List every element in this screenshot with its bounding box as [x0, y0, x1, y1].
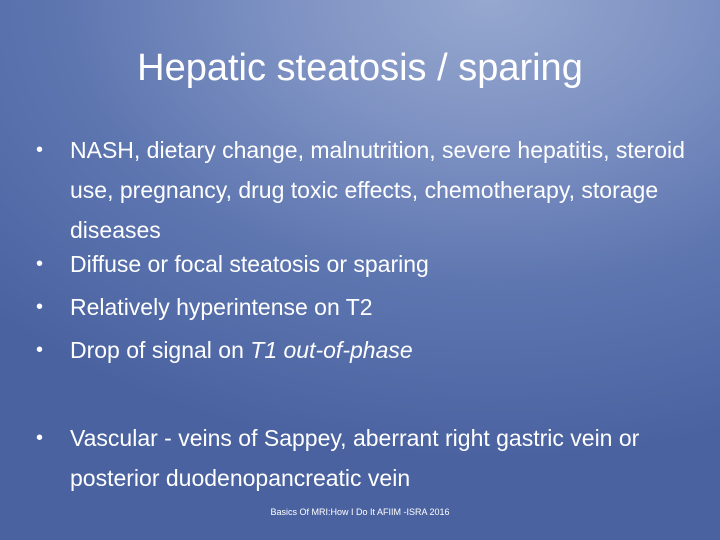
bullet-glyph: •: [36, 139, 44, 161]
bullet-text: [70, 330, 696, 370]
bullet-glyph: •: [36, 427, 44, 449]
slide-title: Hepatic steatosis / sparing: [137, 47, 583, 89]
bullet-glyph: •: [36, 296, 44, 318]
bullet-glyph: •: [36, 339, 44, 361]
slide-footer: Basics Of MRI:How I Do It AFIIM -ISRA 2016: [270, 507, 450, 517]
bullet-glyph: •: [36, 253, 44, 275]
bullet-text-italic: T1 out-of-phase: [250, 337, 413, 363]
bullet-item-vascular: [36, 418, 696, 498]
bullet-item-pattern: [36, 244, 696, 284]
bullet-text: Relatively hyperintense on T2: [70, 294, 373, 320]
bullet-item-t2: [36, 287, 696, 327]
bullet-text-plain: Drop of signal on: [70, 337, 251, 363]
bullet-text: Diffuse or focal steatosis or sparing: [70, 251, 429, 277]
bullet-text: NASH, dietary change, malnutrition, severe hepatitis, steroid use, pregnancy, drug toxic effects, chemotherapy, storage diseases: [70, 137, 685, 243]
bullet-text: Vascular - veins of Sappey, aberrant right gastric vein or posterior duodenopancreatic vein: [70, 425, 640, 491]
bullet-item-causes: [36, 130, 696, 250]
bullet-item-t1: [36, 330, 696, 370]
